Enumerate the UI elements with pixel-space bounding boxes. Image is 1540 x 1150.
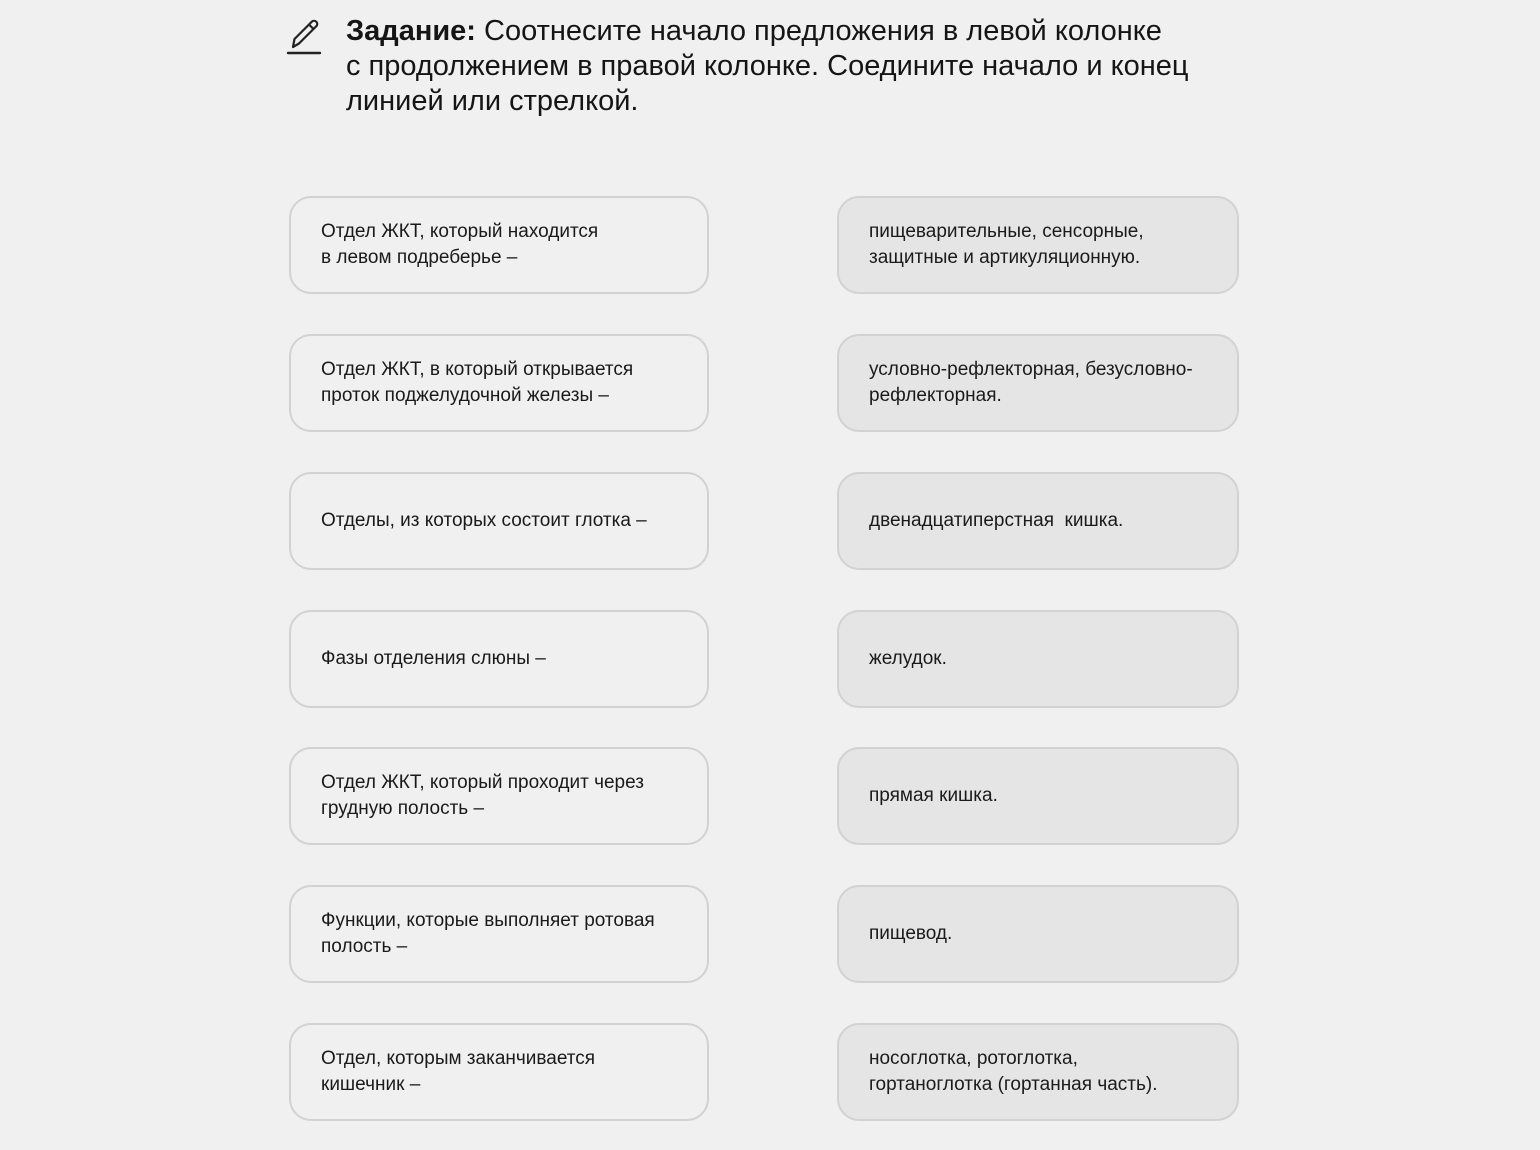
- left-item-text: Отдел ЖКТ, в который открывается проток поджелудочной железы –: [321, 359, 634, 406]
- right-item-5[interactable]: [837, 747, 1239, 845]
- right-item-text: носоглотка, ротоглотка, гортаноглотка (гортанная часть).: [869, 1048, 1158, 1095]
- left-item-text: Отдел, которым заканчивается кишечник –: [321, 1048, 596, 1095]
- right-item-text: двенадцатиперстная кишка.: [869, 510, 1124, 531]
- left-item-text: Фазы отделения слюны –: [321, 648, 546, 669]
- right-item-text: пищевод.: [869, 923, 953, 944]
- left-item-text: Отделы, из которых состоит глотка –: [321, 510, 647, 531]
- right-item-text: желудок.: [869, 648, 947, 669]
- left-item-1[interactable]: [289, 196, 709, 294]
- task-label: Задание:: [346, 15, 476, 47]
- right-item-2[interactable]: [837, 334, 1239, 432]
- right-item-6[interactable]: [837, 885, 1239, 983]
- right-item-1[interactable]: [837, 196, 1239, 294]
- left-item-2[interactable]: [289, 334, 709, 432]
- left-item-5[interactable]: [289, 747, 709, 845]
- right-item-3[interactable]: [837, 472, 1239, 570]
- left-item-7[interactable]: [289, 1023, 709, 1121]
- left-item-6[interactable]: [289, 885, 709, 983]
- right-item-text: пищеварительные, сенсорные, защитные и артикуляционную.: [869, 221, 1144, 268]
- task-header: [286, 14, 1226, 124]
- left-item-text: Отдел ЖКТ, который находится в левом подреберье –: [321, 221, 599, 268]
- left-item-4[interactable]: [289, 610, 709, 708]
- task-instruction: [346, 14, 1216, 119]
- pencil-icon: [286, 16, 324, 56]
- task-description: Соотнесите начало предложения в левой колонке с продолжением в правой колонке. Соедините начало и конец линией или стрелкой.: [346, 15, 1189, 117]
- left-item-text: Отдел ЖКТ, который проходит через грудную полость –: [321, 772, 644, 819]
- right-item-text: условно-рефлекторная, безусловно- рефлекторная.: [869, 359, 1193, 406]
- right-item-text: прямая кишка.: [869, 785, 998, 806]
- left-item-3[interactable]: [289, 472, 709, 570]
- right-item-7[interactable]: [837, 1023, 1239, 1121]
- right-item-4[interactable]: [837, 610, 1239, 708]
- left-item-text: Функции, которые выполняет ротовая полость –: [321, 910, 655, 957]
